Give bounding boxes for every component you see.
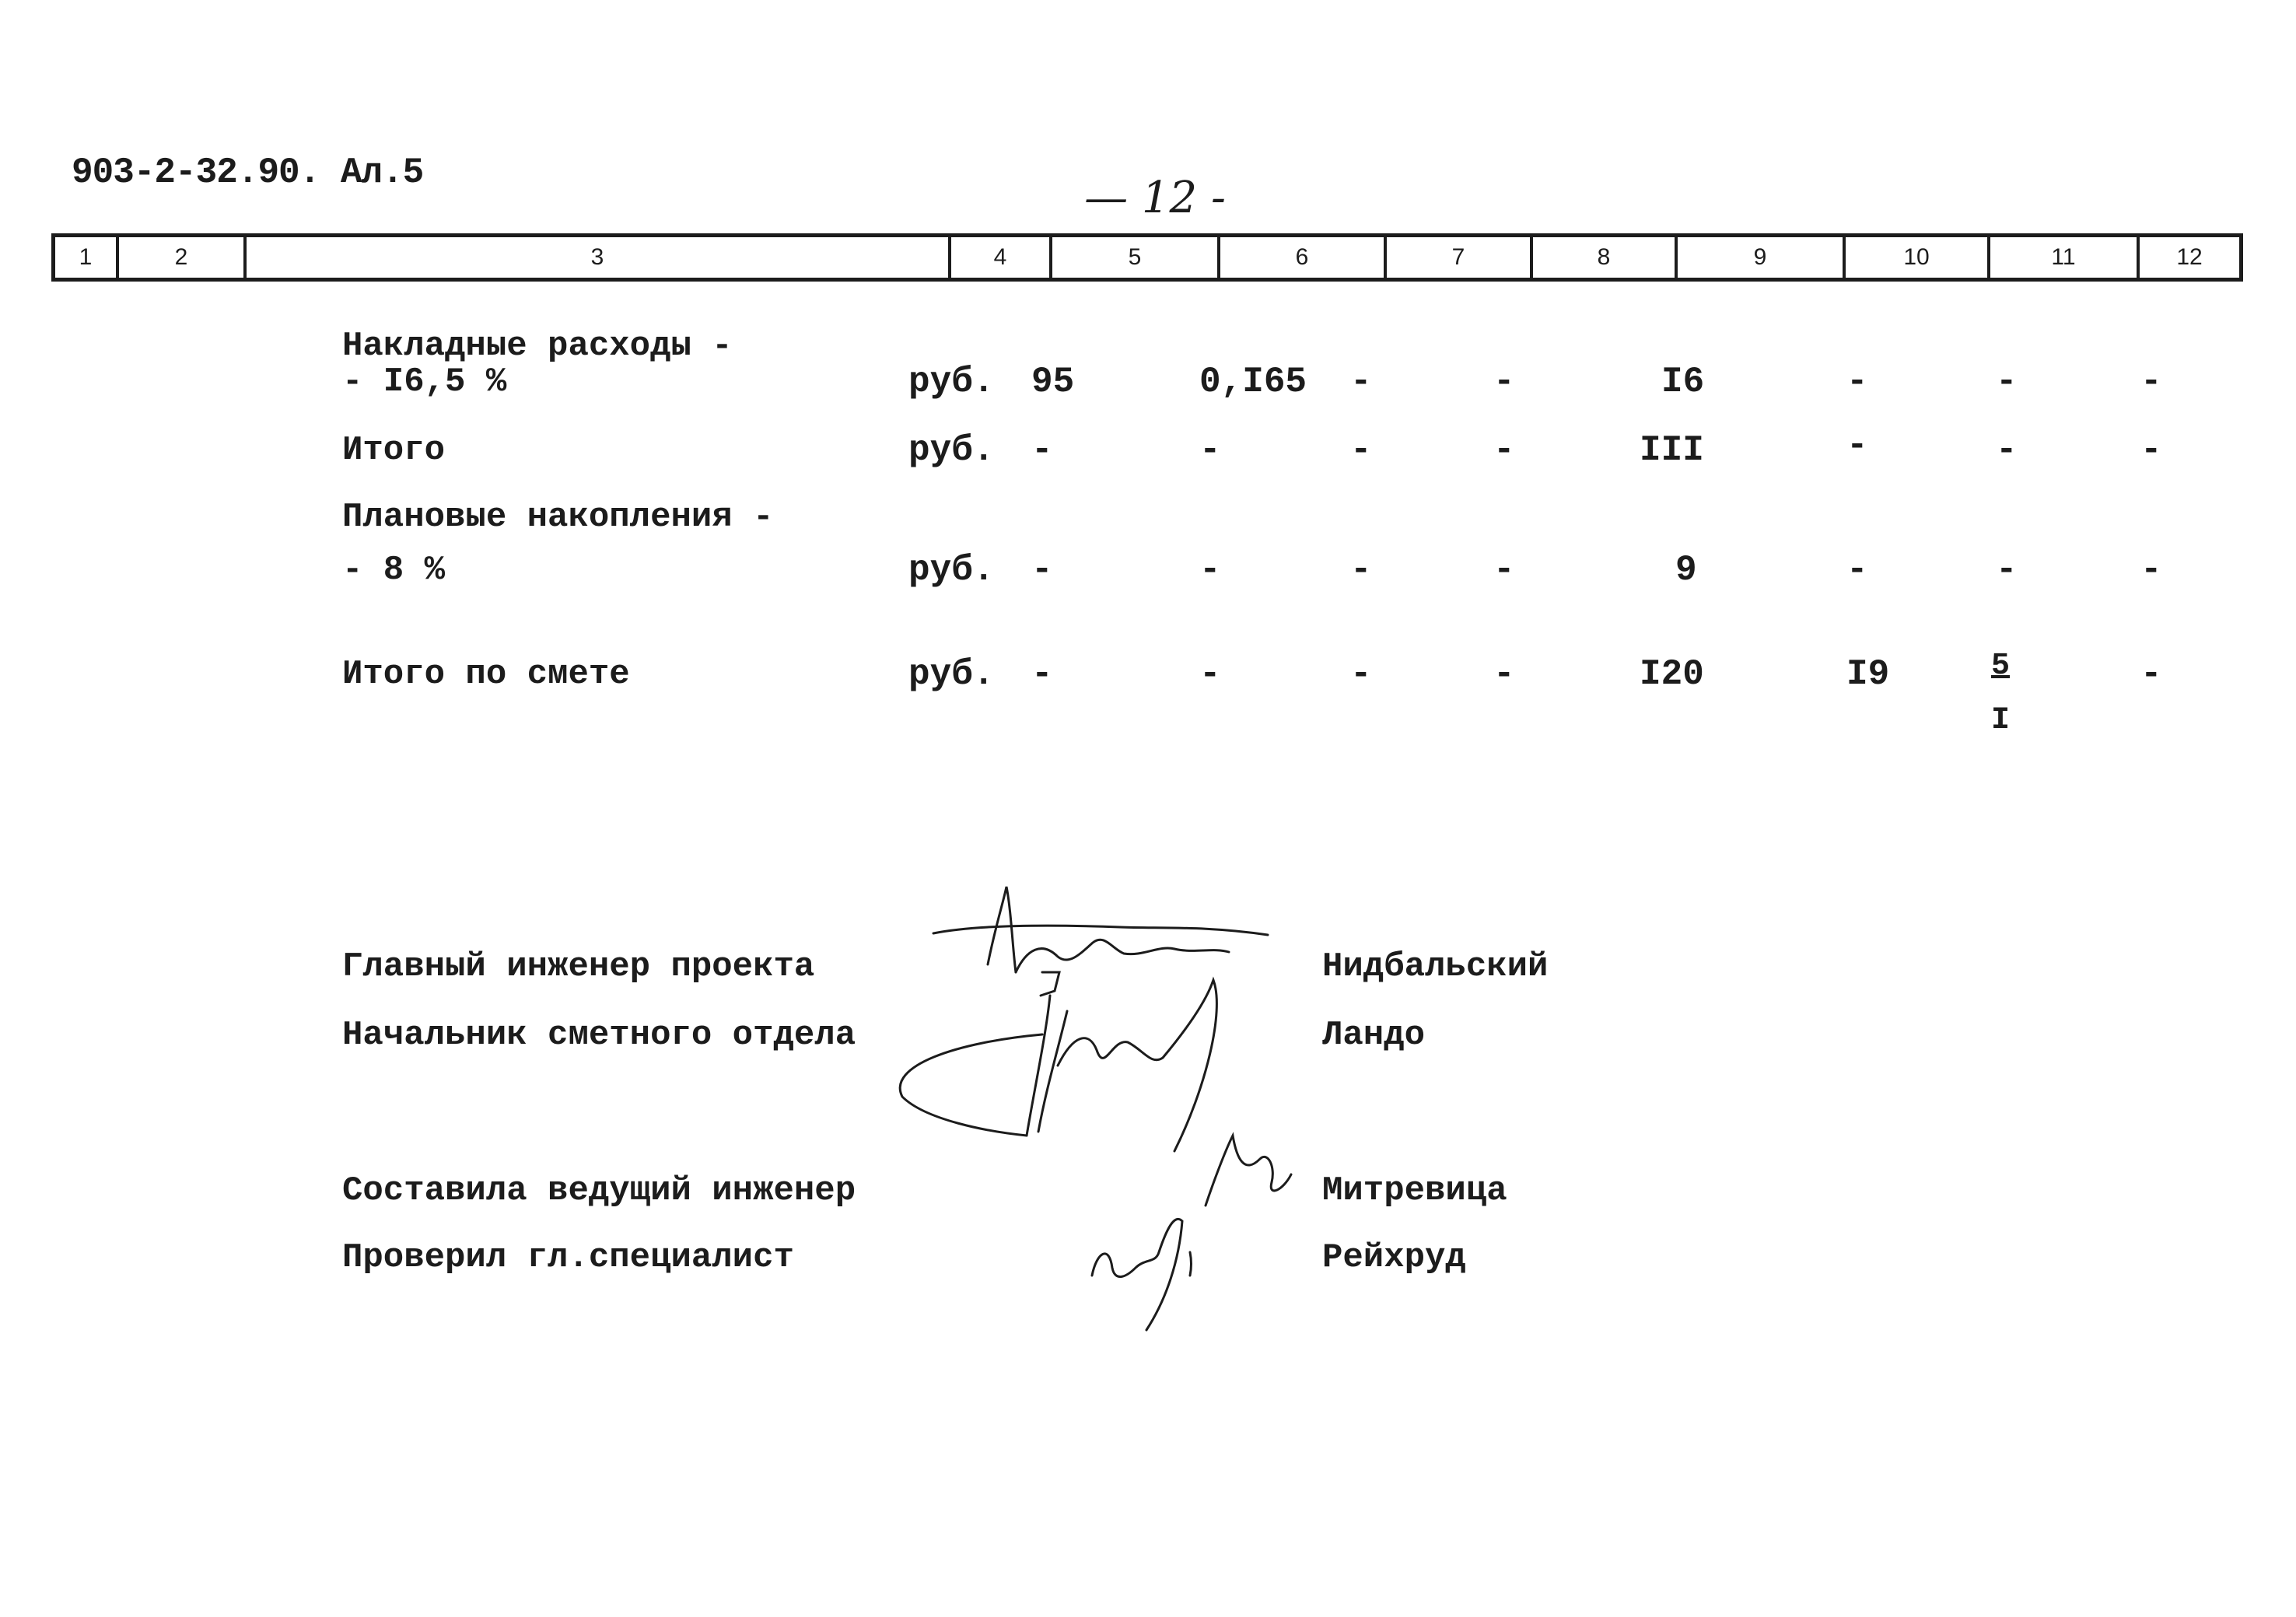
unit-cell: руб. (908, 362, 995, 402)
value-cell: - (1996, 362, 2018, 402)
value-cell: 5 (1991, 649, 2011, 684)
value-cell: 0,I65 (1199, 362, 1307, 402)
column-number: 8 (1533, 237, 1678, 278)
value-cell: III (1640, 430, 1704, 471)
value-cell: - (1031, 430, 1053, 471)
signer-title: Проверил гл.специалист (342, 1238, 794, 1277)
row-label: Итого (342, 431, 446, 470)
value-cell: - (1350, 550, 1372, 590)
column-number: 11 (1990, 237, 2140, 278)
column-number: 5 (1052, 237, 1220, 278)
value-cell: - (2140, 430, 2162, 471)
column-number: 3 (247, 237, 951, 278)
row-label-continued: - I6,5 % (342, 362, 507, 401)
value-cell: - (1031, 550, 1053, 590)
row-label: Плановые накопления - (342, 498, 774, 537)
value-cell: - (1996, 550, 2018, 590)
unit-cell: руб. (908, 654, 995, 695)
column-number: 7 (1387, 237, 1533, 278)
signer-name: Митревица (1322, 1171, 1507, 1210)
signer-title: Составила ведущий инженер (342, 1171, 856, 1210)
page-number: — 12 - (1084, 173, 1226, 223)
value-cell: 95 (1031, 362, 1075, 402)
value-cell: 9 (1675, 550, 1697, 590)
value-cell: - (2140, 654, 2162, 695)
column-number: 9 (1678, 237, 1846, 278)
value-cell: - (1350, 362, 1372, 402)
document-code: 903-2-32.90. Ал.5 (72, 152, 424, 193)
value-cell: - (1846, 425, 1868, 466)
column-number: 6 (1220, 237, 1387, 278)
column-number: 4 (951, 237, 1052, 278)
row-label: Итого по смете (342, 655, 630, 694)
value-cell: I20 (1640, 654, 1704, 695)
value-cell-footnote: I (1991, 703, 2011, 738)
value-cell: - (2140, 362, 2162, 402)
signer-title: Главный инженер проекта (342, 947, 815, 986)
signer-name: Рейхруд (1322, 1238, 1466, 1277)
column-number: 12 (2176, 244, 2203, 270)
value-cell: - (1199, 654, 1221, 695)
value-cell: - (1031, 654, 1053, 695)
value-cell: I9 (1846, 654, 1890, 695)
value-cell: - (1493, 362, 1515, 402)
column-number: 1 (55, 237, 119, 278)
value-cell: - (1199, 550, 1221, 590)
value-cell: I6 (1661, 362, 1705, 402)
unit-cell: руб. (908, 430, 995, 471)
value-cell: - (1846, 550, 1868, 590)
chief-specialist-signature (1081, 1198, 1237, 1338)
row-label-continued: - 8 % (342, 551, 446, 590)
unit-cell: руб. (908, 550, 995, 590)
column-number: 2 (119, 237, 247, 278)
column-number-header (51, 233, 2243, 282)
value-cell: - (1493, 430, 1515, 471)
column-number: 10 (1846, 237, 1990, 278)
value-cell: - (1350, 654, 1372, 695)
signer-name: Ландо (1322, 1016, 1426, 1055)
value-cell: - (2140, 550, 2162, 590)
signer-name: Нидбальский (1322, 947, 1549, 986)
value-cell: - (1493, 550, 1515, 590)
value-cell: - (1350, 430, 1372, 471)
value-cell: - (1846, 362, 1868, 402)
value-cell: - (1996, 430, 2018, 471)
signer-title: Начальник сметного отдела (342, 1016, 856, 1055)
value-cell: - (1199, 430, 1221, 471)
row-label: Накладные расходы - (342, 327, 733, 366)
value-cell: - (1493, 654, 1515, 695)
